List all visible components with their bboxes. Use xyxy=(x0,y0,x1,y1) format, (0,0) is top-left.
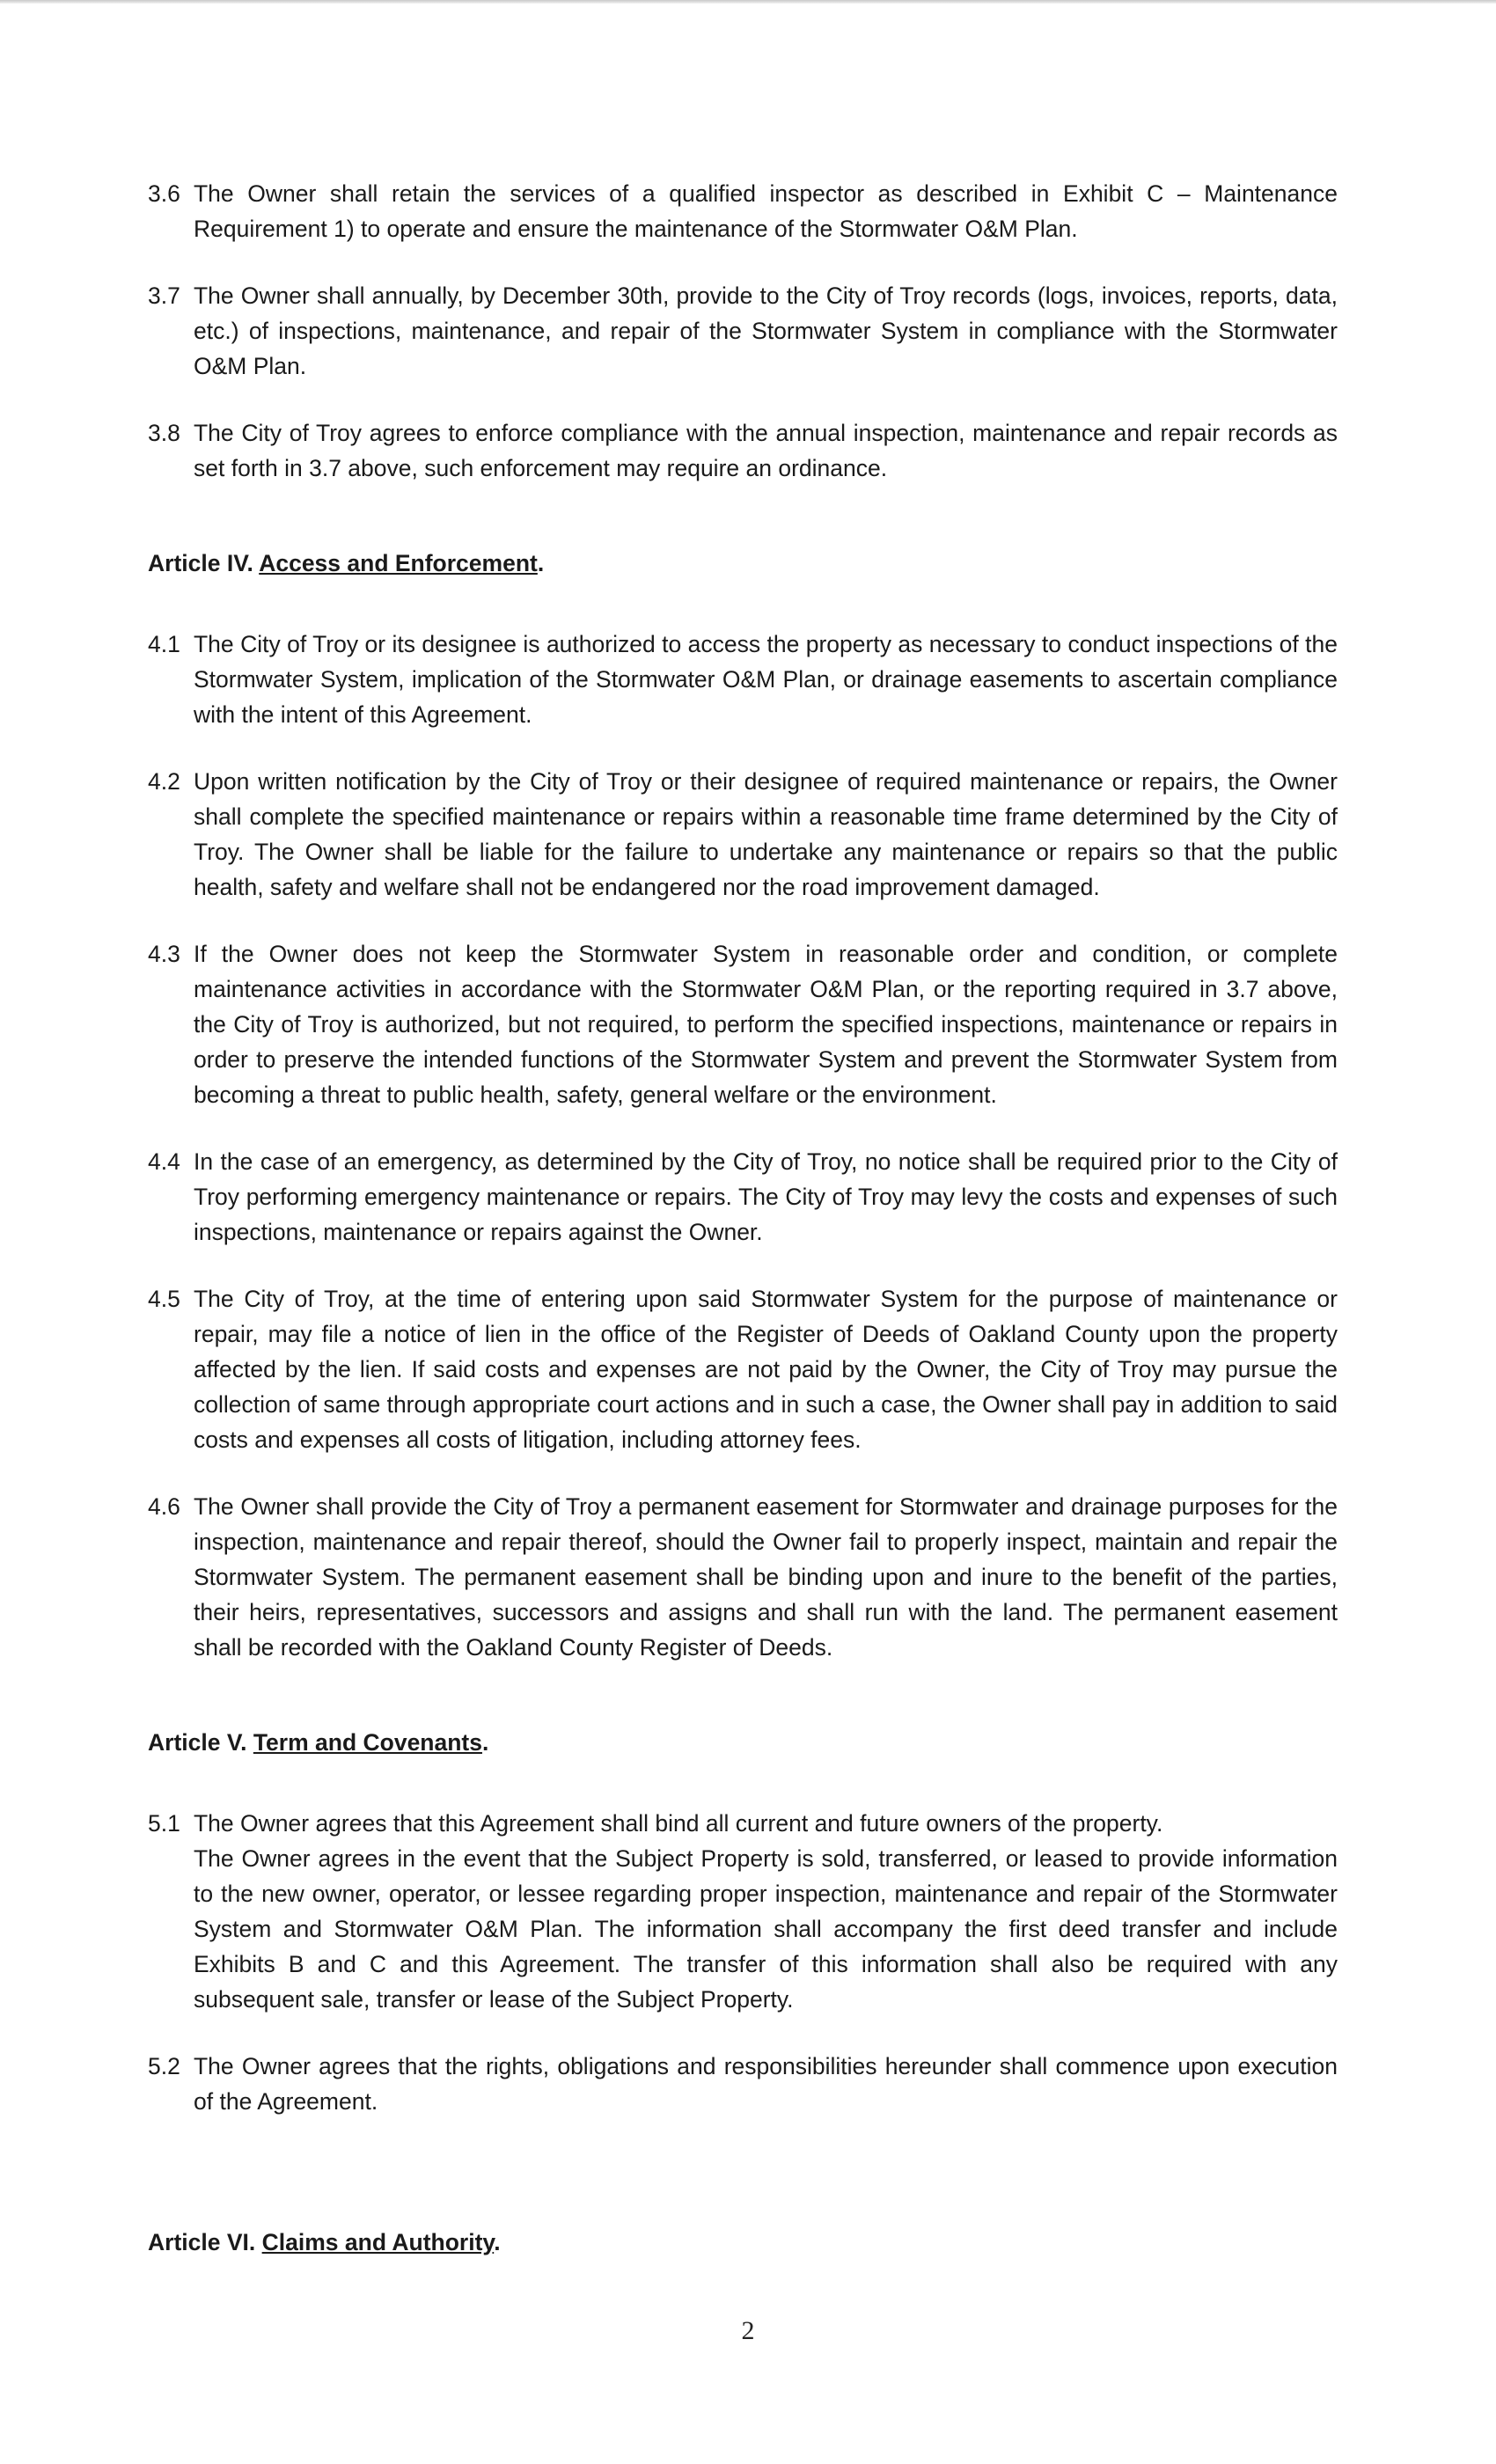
section-number: 4.4 xyxy=(148,1148,180,1175)
section-3-8 xyxy=(148,415,1338,486)
section-5-2 xyxy=(148,2049,1338,2119)
section-4-5 xyxy=(148,1281,1338,1457)
section-text: The City of Troy or its designee is authorized to access the property as necessary to conduct inspections of the Stormwater System, implication of the Stormwater O&M Plan, or drainage easements to ascertain compliance with the intent of this Agreement. xyxy=(194,631,1338,728)
article-6-heading xyxy=(148,2225,1338,2260)
section-number: 3.7 xyxy=(148,282,180,309)
section-text: In the case of an emergency, as determined by the City of Troy, no notice shall be required prior to the City of Troy performing emergency maintenance or repairs. The City of Troy may levy the costs and expenses of such inspections, maintenance or repairs against the Owner. xyxy=(194,1148,1338,1245)
section-text: The Owner shall retain the services of a qualified inspector as described in Exhibit C – Maintenance Requirement 1) to operate and ensure the maintenance of the Stormwater O&M Plan. xyxy=(194,180,1338,242)
section-3-6 xyxy=(148,176,1338,246)
article-label: Article IV. xyxy=(148,550,253,576)
article-label: Article VI. xyxy=(148,2229,256,2255)
section-4-2 xyxy=(148,764,1338,905)
article-title: Term and Covenants xyxy=(253,1729,482,1756)
article-period: . xyxy=(494,2229,501,2255)
section-number: 3.6 xyxy=(148,180,180,207)
section-4-1 xyxy=(148,627,1338,732)
section-text: The Owner agrees that this Agreement shall bind all current and future owners of the property. xyxy=(194,1810,1163,1837)
section-number: 4.3 xyxy=(148,941,180,967)
section-number: 4.6 xyxy=(148,1493,180,1520)
page-number: 2 xyxy=(741,2316,755,2345)
section-number: 4.1 xyxy=(148,631,180,657)
section-text-continued: The Owner agrees in the event that the Subject Property is sold, transferred, or leased to provide information to the new owner, operator, or lessee regarding proper inspection, maintenance and repair of the Stormwater System and Stormwater O&M Plan. The information shall accompany the first deed transfer and include Exhibits B and C and this Agreement. The transfer of this information shall also be required with any subsequent sale, transfer or lease of the Subject Property. xyxy=(194,1845,1338,2013)
section-text: The Owner shall provide the City of Troy a permanent easement for Stormwater and drainage purposes for the inspection, maintenance and repair thereof, should the Owner fail to properly inspect, maintain and repair the Stormwater System. The permanent easement shall be binding upon and inure to the benefit of the parties, their heirs, representatives, successors and assigns and shall run with the land. The permanent easement shall be recorded with the Oakland County Register of Deeds. xyxy=(194,1493,1338,1661)
article-4-heading xyxy=(148,546,1338,581)
section-number: 4.2 xyxy=(148,768,180,795)
document-page xyxy=(148,176,1338,2260)
section-text: The Owner shall annually, by December 30th, provide to the City of Troy records (logs, invoices, reports, data, etc.) of inspections, maintenance, and repair of the Stormwater System in compliance with the Stormwater O&M Plan. xyxy=(194,282,1338,379)
section-number: 5.2 xyxy=(148,2053,180,2079)
section-4-6 xyxy=(148,1489,1338,1665)
section-4-4 xyxy=(148,1144,1338,1250)
section-number: 5.1 xyxy=(148,1810,180,1837)
article-label: Article V. xyxy=(148,1729,247,1756)
scan-edge xyxy=(0,0,1496,4)
article-title: Claims and Authority xyxy=(261,2229,495,2255)
article-5-heading xyxy=(148,1725,1338,1760)
section-number: 4.5 xyxy=(148,1286,180,1312)
section-number: 3.8 xyxy=(148,420,180,446)
section-3-7 xyxy=(148,278,1338,384)
article-period: . xyxy=(537,550,545,576)
section-4-3 xyxy=(148,936,1338,1112)
section-text: The City of Troy, at the time of entering upon said Stormwater System for the purpose of maintenance or repair, may file a notice of lien in the office of the Register of Deeds of Oakland County upon the property affected by the lien. If said costs and expenses are not paid by the Owner, the City of Troy may pursue the collection of same through appropriate court actions and in such a case, the Owner shall pay in addition to said costs and expenses all costs of litigation, including attorney fees. xyxy=(194,1286,1338,1453)
article-title: Access and Enforcement xyxy=(259,550,538,576)
section-5-1 xyxy=(148,1806,1338,2017)
article-period: . xyxy=(481,1729,489,1756)
section-text: The Owner agrees that the rights, obligations and responsibilities hereunder shall commence upon execution of the Agreement. xyxy=(194,2053,1338,2115)
section-text: Upon written notification by the City of Troy or their designee of required maintenance or repairs, the Owner shall complete the specified maintenance or repairs within a reasonable time frame determined by the City of Troy. The Owner shall be liable for the failure to undertake any maintenance or repairs so that the public health, safety and welfare shall not be endangered nor the road improvement damaged. xyxy=(194,768,1338,900)
section-text: The City of Troy agrees to enforce compliance with the annual inspection, maintenance and repair records as set forth in 3.7 above, such enforcement may require an ordinance. xyxy=(194,420,1338,481)
section-text: If the Owner does not keep the Stormwater System in reasonable order and condition, or complete maintenance activities in accordance with the Stormwater O&M Plan, or the reporting required in 3.7 above, the City of Troy is authorized, but not required, to perform the specified inspections, maintenance or repairs in order to preserve the intended functions of the Stormwater System and prevent the Stormwater System from becoming a threat to public health, safety, general welfare or the environment. xyxy=(194,941,1338,1108)
